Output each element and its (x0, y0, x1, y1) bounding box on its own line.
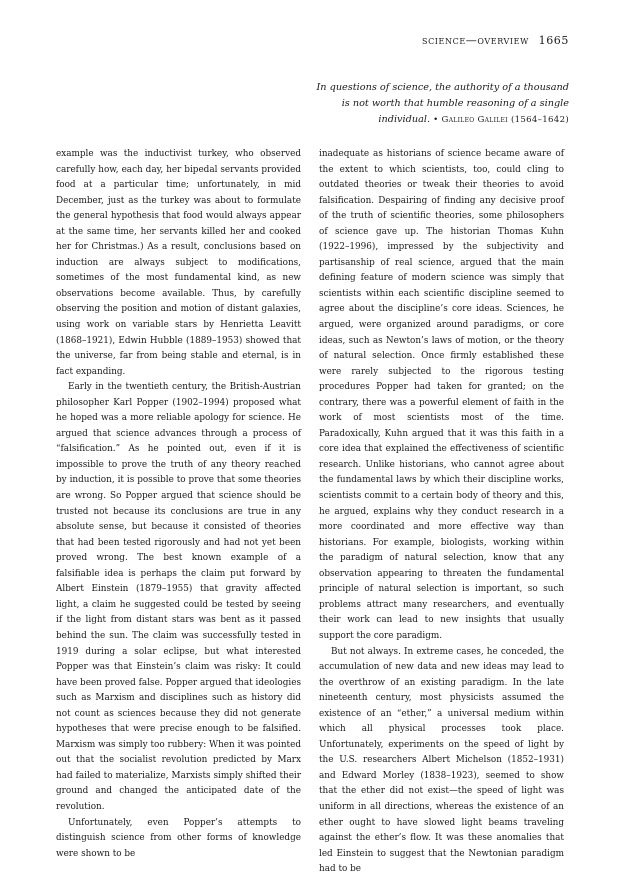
epigraph-line-3-text: individual. (378, 114, 431, 125)
right-paragraph-2: But not always. In extreme cases, he conceded, the accumulation of new data and new ideas may lead to the overthrow of an existing paradigm. In the late nineteenth century, most physicists assumed the existence of an “ether,” a universal medium within which all physical processes took place. Unfortunately, experiments on the speed of light by the U.S. researchers Albert Michelson (1852–1931) and Edward Morley (1838–1923), seemed to show that the ether did not exist—the speed of light was uniform in all directions, whereas the existence of an ether ought to have slowed light beams traveling against the ether’s flow. It was these anomalies that led Einstein to suggest that the Newtonian paradigm had to be (319, 646, 564, 875)
bullet-icon: • (433, 115, 439, 125)
epigraph (269, 80, 569, 128)
left-paragraph-1: example was the inductivist turkey, who observed carefully how, each day, her bipedal servants provided food at a particular time; unfortunately, in mid December, just as the turkey was about to formulate the general hypothesis that food would always appear at the same time, her servants killed her and cooked her for Christmas.) As a result, conclusions based on induction are always subject to modifications, sometimes of the most fundamental kind, as new observations become available. Thus, by carefully observing the position and motion of distant galaxies, using work on variable stars by Henrietta Leavitt (1868–1921), Edwin Hubble (1889–1953) showed that the universe, far from being stable and eternal, is in fact expanding. (56, 149, 301, 377)
epigraph-line-1: In questions of science, the authority of a thousand (316, 82, 569, 93)
left-paragraph-3: Unfortunately, even Popper’s attempts to distinguish science from other forms of knowledge were shown to be (56, 817, 301, 859)
right-paragraph-1: inadequate as historians of science became aware of the extent to which scientists, too, could cling to outdated theories or tweak their theories to avoid falsification. Despairing of finding any decisive proof of the truth of scientific theories, some philosophers of science gave up. The historian Thomas Kuhn (1922–1996), impressed by the subjectivity and partisanship of real science, argued that the main defining feature of modern science was simply that scientists within each scientific discipline seemed to agree about the discipline’s core ideas. Sciences, he argued, were organized around paradigms, or core ideas, such as Newton’s laws of motion, or the theory of natural selection. Once firmly established these were rarely subjected to the rigorous testing procedures Popper had taken for granted; on the contrary, there was a powerful element of faith in the work of most scientists most of the time. Paradoxically, Kuhn argued that it was this faith in a core idea that explained the effectiveness of scientific research. Unlike historians, who cannot agree about the fundamental laws by which their discipline works, scientists commit to a certain body of theory and this, he argued, explains why they conduct research in a more coordinated and more effective way than historians. For example, biologists, working within the paradigm of natural selection, know that any observation appearing to threaten the fundamental principle of natural selection is important, so such problems attract many researchers, and eventually their work can lead to new insights that usually support the core paradigm. (319, 149, 564, 641)
left-paragraph-2: Early in the twentieth century, the British-Austrian philosopher Karl Popper (1902–1994) proposed what he hoped was a more reliable apology for science. He argued that science advances through a process of “falsification.” As he pointed out, even if it is impossible to prove the truth of any theory reached by induction, it is possible to prove that some theories are wrong. So Popper argued that science should be trusted not because its conclusions are true in any absolute sense, but because it consisted of theories that had been tested rigorously and had not yet been proved wrong. The best known example of a falsifiable idea is perhaps the claim put forward by Albert Einstein (1879–1955) that gravity affected light, a claim he suggested could be tested by seeing if the light from distant stars was bent as it passed behind the sun. The claim was successfully tested in 1919 during a solar eclipse, but what interested Popper was that Einstein’s claim was risky: It could have been proved false. Popper argued that ideologies such as Marxism and disciplines such as history did not count as sciences because they did not generate hypotheses that were precise enough to be falsified. Marxism was simply too rubbery: When it was pointed out that the socialist revolution predicted by Marx had failed to materialize, Marxists simply shifted their ground and changed the anticipated date of the revolution. (56, 382, 301, 812)
epigraph-attribution (433, 115, 569, 125)
section-title: science—overview (422, 34, 529, 47)
epigraph-line-2: is not worth that humble reasoning of a single (341, 98, 569, 109)
left-column (56, 147, 301, 878)
epigraph-line-3 (269, 112, 569, 128)
epigraph-dates: (1564–1642) (510, 115, 569, 125)
page-number: 1665 (538, 34, 569, 47)
right-column (319, 147, 564, 878)
running-head (422, 34, 569, 47)
epigraph-author: Galileo Galilei (441, 115, 508, 125)
body-columns (56, 147, 564, 878)
